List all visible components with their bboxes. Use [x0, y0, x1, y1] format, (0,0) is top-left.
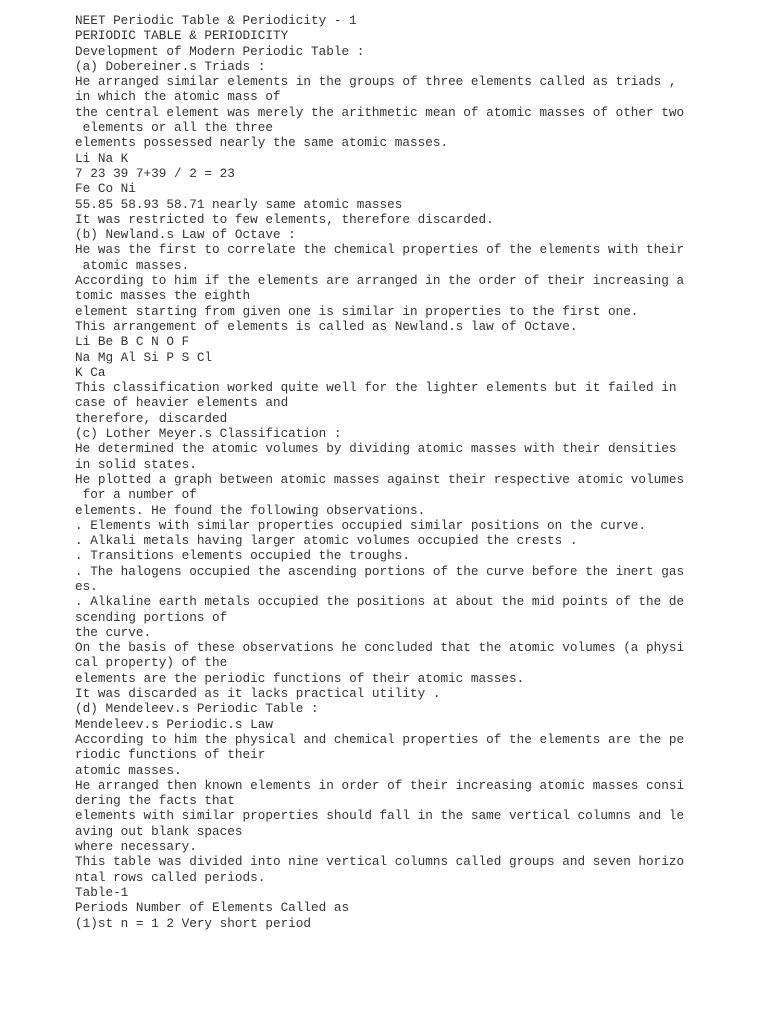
- text-line: Mendeleev.s Periodic.s Law: [75, 716, 273, 732]
- text-line: scending portions of: [75, 609, 228, 625]
- text-line: (c) Lother Meyer.s Classification :: [75, 426, 342, 442]
- text-line: . Alkaline earth metals occupied the positions at about the mid points of the de: [75, 594, 685, 610]
- text-line: elements are the periodic functions of their atomic masses.: [75, 670, 525, 686]
- text-line: aving out blank spaces: [75, 823, 243, 839]
- text-line: Na Mg Al Si P S Cl: [75, 349, 213, 365]
- text-line: . Transitions elements occupied the troughs.: [75, 548, 411, 564]
- text-line: This arrangement of elements is called as Newland.s law of Octave.: [75, 318, 578, 334]
- text-line: Periods Number of Elements Called as: [75, 900, 350, 916]
- text-line: PERIODIC TABLE & PERIODICITY: [75, 28, 289, 44]
- text-line: . Elements with similar properties occupied similar positions on the curve.: [75, 517, 647, 533]
- text-line: cal property) of the: [75, 655, 228, 671]
- text-line: tomic masses the eighth: [75, 288, 251, 304]
- text-line: Li Na K: [75, 150, 129, 166]
- text-line: case of heavier elements and: [75, 395, 289, 411]
- text-line: riodic functions of their: [75, 747, 266, 763]
- text-line: for a number of: [75, 487, 197, 503]
- text-line: (1)st n = 1 2 Very short period: [75, 915, 312, 931]
- text-line: NEET Periodic Table & Periodicity - 1: [75, 13, 357, 28]
- text-line: This table was divided into nine vertical columns called groups and seven horizo: [75, 854, 685, 870]
- text-line: It was restricted to few elements, therefore discarded.: [75, 211, 494, 227]
- text-line: (d) Mendeleev.s Periodic Table :: [75, 701, 319, 717]
- text-line: atomic masses.: [75, 257, 190, 273]
- text-line: On the basis of these observations he concluded that the atomic volumes (a physi: [75, 640, 685, 656]
- text-line: ntal rows called periods.: [75, 869, 266, 885]
- text-line: He determined the atomic volumes by dividing atomic masses with their densities: [75, 441, 677, 457]
- text-line: He arranged then known elements in order of their increasing atomic masses consi: [75, 777, 685, 793]
- text-line: According to him if the elements are arranged in the order of their increasing a: [75, 273, 685, 289]
- text-line: It was discarded as it lacks practical utility .: [75, 686, 441, 702]
- text-line: element starting from given one is similar in properties to the first one.: [75, 303, 639, 319]
- text-line: dering the facts that: [75, 793, 235, 809]
- text-line: therefore, discarded: [75, 410, 228, 426]
- text-line: Table-1: [75, 884, 129, 900]
- text-line: . Alkali metals having larger atomic volumes occupied the crests .: [75, 533, 578, 549]
- text-line: elements with similar properties should fall in the same vertical columns and le: [75, 808, 685, 824]
- text-line: in solid states.: [75, 456, 197, 472]
- text-line: elements or all the three: [75, 120, 273, 136]
- text-line: (a) Dobereiner.s Triads :: [75, 58, 266, 74]
- text-line: 7 23 39 7+39 / 2 = 23: [75, 165, 235, 181]
- text-line: He plotted a graph between atomic masses against their respective atomic volumes: [75, 471, 685, 487]
- text-line: Fe Co Ni: [75, 181, 136, 197]
- text-line: in which the atomic mass of: [75, 89, 281, 105]
- text-line: K Ca: [75, 364, 106, 380]
- document-body: [75, 13, 695, 931]
- text-line: He arranged similar elements in the groups of three elements called as triads ,: [75, 74, 677, 90]
- text-line: According to him the physical and chemical properties of the elements are the pe: [75, 731, 685, 747]
- text-line: elements. He found the following observations.: [75, 502, 426, 518]
- text-line: Development of Modern Periodic Table :: [75, 43, 365, 59]
- text-line: Li Be B C N O F: [75, 334, 190, 350]
- text-line: . The halogens occupied the ascending portions of the curve before the inert gas: [75, 563, 685, 579]
- text-line: where necessary.: [75, 839, 197, 855]
- text-line: es.: [75, 578, 98, 594]
- text-line: the central element was merely the arithmetic mean of atomic masses of other two: [75, 104, 685, 120]
- text-line: elements possessed nearly the same atomic masses.: [75, 135, 449, 151]
- text-line: (b) Newland.s Law of Octave :: [75, 227, 296, 243]
- text-line: He was the first to correlate the chemical properties of the elements with their: [75, 242, 685, 258]
- text-line: the curve.: [75, 624, 152, 640]
- text-line: 55.85 58.93 58.71 nearly same atomic masses: [75, 196, 403, 212]
- text-line: This classification worked quite well for the lighter elements but it failed in: [75, 380, 677, 396]
- text-line: atomic masses.: [75, 762, 182, 778]
